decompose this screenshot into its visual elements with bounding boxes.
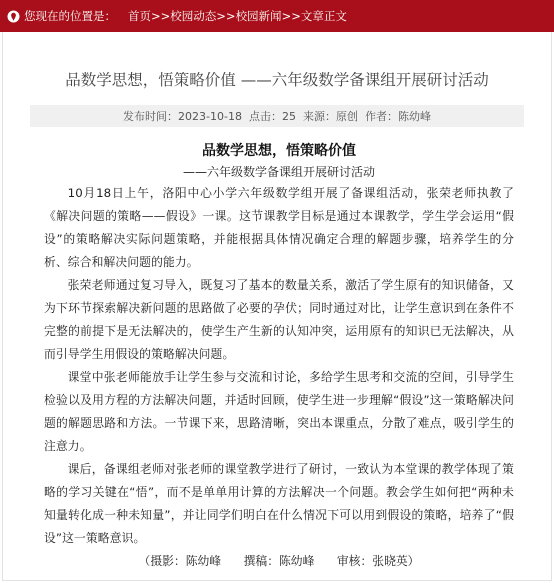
author-name: 陈幼峰	[397, 110, 431, 123]
article-paragraph: 张荣老师通过复习导入，既复习了基本的数量关系，激活了学生原有的知识储备，又为下环节探索解决新问题的思路做了必要的孕伏；同时通过对比，让学生意识到在条件不完整的前提下是无法解决的，使学生产生新的认知冲突，运用原有的知识已无法解决，从而引导学生用假设的策略解决问题。	[44, 278, 514, 361]
article-heading: 品数学思想，悟策略价值	[202, 143, 356, 159]
breadcrumb-label: 您现在的位置是：	[24, 9, 116, 23]
publish-label: 发布时间：	[123, 110, 179, 123]
breadcrumb-article-link[interactable]: 文章正文	[300, 9, 347, 23]
breadcrumb	[0, 0, 554, 32]
breadcrumb-school-news-link[interactable]: 校园新闻	[235, 9, 282, 23]
author-label: 作者：	[364, 110, 398, 123]
article-body	[44, 140, 514, 573]
breadcrumb-separator: >>	[151, 9, 171, 23]
page-title: 品数学思想，悟策略价值 ——六年级数学备课组开展研讨活动	[65, 71, 489, 89]
article-paragraph: 课后，备课组老师对张老师的课堂教学进行了研讨，一致认为本堂课的教学体现了策略的学习关键在“悟”，而不是单单用计算的方法解决一个问题。教会学生如何把“两种未知量转化成一种未知量”，并让同学们明白在什么情况下可以用到假设的策略，培养了“假设”这一策略意识。	[44, 462, 514, 545]
breadcrumb-separator: >>	[281, 9, 301, 23]
article-credits: （摄影：陈幼峰 撰稿：陈幼峰 审核：张晓英）	[138, 554, 420, 568]
location-pin-icon	[6, 9, 20, 23]
article-subheading: ——六年级数学备课组开展研讨活动	[182, 165, 375, 179]
article-paragraph: 课堂中张老师能放手让学生参与交流和讨论，多给学生思考和交流的空间，引导学生检验以及用方程的方法解决问题，并适时回顾，使学生进一步理解“假设”这一策略解决问题的解题思路和方法。一节课下来，思路清晰，突出本课重点，分散了难点，吸引学生的注意力。	[44, 370, 514, 453]
source-value: 原创	[335, 110, 358, 123]
publish-date: 2023-10-18	[178, 109, 242, 123]
clicks-label: 点击：	[248, 110, 282, 123]
article-paragraph: 10月18日上午，洛阳中心小学六年级数学组开展了备课组活动，张荣老师执教了《解决问题的策略——假设》一课。这节课教学目标是通过本课教学，学生学会运用“假设”的策略解决实际问题策略，并能根据具体情况确定合理的解题步骤，培养学生的分析、综合和解决问题的能力。	[44, 186, 514, 269]
breadcrumb-campus-news-link[interactable]: 校园动态	[170, 9, 217, 23]
click-count: 25	[281, 109, 296, 123]
breadcrumb-separator: >>	[216, 9, 236, 23]
breadcrumb-home-link[interactable]: 首页	[128, 9, 151, 23]
article-meta	[30, 105, 524, 127]
source-label: 来源：	[302, 110, 336, 123]
